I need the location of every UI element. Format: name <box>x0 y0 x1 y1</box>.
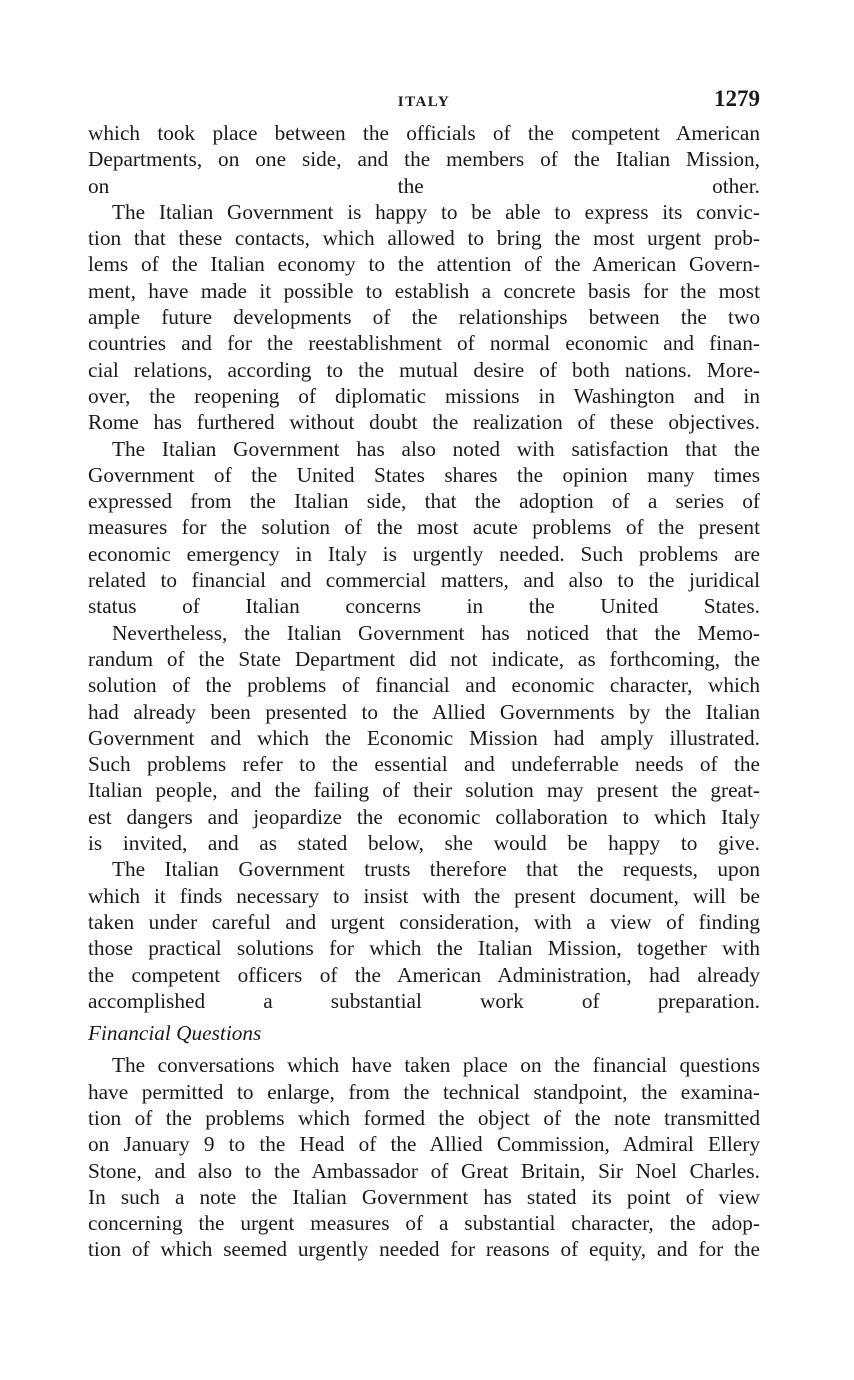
text-line: lems of the Italian economy to the attention of the American Govern- <box>88 252 760 277</box>
text-line: on the other. <box>88 173 760 198</box>
paragraph <box>88 620 760 857</box>
text-line: est dangers and jeopardize the economic collaboration to which Italy <box>88 804 760 829</box>
text-line: The conversations which have taken place on the financial questions <box>112 1053 760 1078</box>
text-line: had already been presented to the Allied Governments by the Italian <box>88 699 760 724</box>
text-line: The Italian Government trusts therefore that the requests, upon <box>112 857 760 882</box>
text-line: measures for the solution of the most acute problems of the present <box>88 515 760 540</box>
text-line: ample future developments of the relationships between the two <box>88 305 760 330</box>
text-line: accomplished a substantial work of preparation. <box>88 988 760 1013</box>
text-line: Departments, on one side, and the members of the Italian Mission, <box>88 147 760 172</box>
text-line: Such problems refer to the essential and undeferrable needs of the <box>88 752 760 777</box>
text-line: which took place between the officials of the competent American <box>88 121 760 145</box>
text-line: Government and which the Economic Mission had amply illustrated. <box>88 725 760 750</box>
document-page <box>88 86 760 1263</box>
page-number: 1279 <box>714 86 760 111</box>
paragraph <box>88 120 760 199</box>
running-head-title: ITALY <box>397 94 451 110</box>
text-line: countries and for the reestablishment of normal economic and finan- <box>88 331 760 356</box>
text-line: over, the reopening of diplomatic missions in Washington and in <box>88 383 760 408</box>
running-head <box>88 86 760 120</box>
text-line: solution of the problems of financial and economic character, which <box>88 673 760 698</box>
paragraph <box>88 199 760 436</box>
text-line: Nevertheless, the Italian Government has noticed that the Memo- <box>112 620 760 645</box>
body-text <box>88 120 760 1014</box>
section-body-text <box>88 1052 760 1262</box>
paragraph <box>88 1052 760 1262</box>
text-line: expressed from the Italian side, that the adoption of a series of <box>88 489 760 514</box>
text-line: The Italian Government has also noted with satisfaction that the <box>112 436 760 461</box>
text-line: on January 9 to the Head of the Allied Commission, Admiral Ellery <box>88 1132 760 1157</box>
text-line: In such a note the Italian Government has stated its point of view <box>88 1184 760 1209</box>
text-line: have permitted to enlarge, from the technical standpoint, the examina- <box>88 1079 760 1104</box>
text-line: is invited, and as stated below, she would be happy to give. <box>88 831 760 856</box>
text-line: tion of which seemed urgently needed for reasons of equity, and for the <box>88 1237 760 1262</box>
text-line: ment, have made it possible to establish a concrete basis for the most <box>88 278 760 303</box>
text-line: related to financial and commercial matters, and also to the juridical <box>88 568 760 593</box>
text-line: status of Italian concerns in the United States. <box>88 594 760 619</box>
paragraph <box>88 856 760 1014</box>
paragraph <box>88 436 760 620</box>
text-line: tion of the problems which formed the object of the note transmitted <box>88 1105 760 1130</box>
text-line: those practical solutions for which the Italian Mission, together with <box>88 936 760 961</box>
text-line: economic emergency in Italy is urgently needed. Such problems are <box>88 541 760 566</box>
text-line: The Italian Government is happy to be able to express its convic- <box>112 199 760 224</box>
text-line: which it finds necessary to insist with the present document, will be <box>88 883 760 908</box>
text-line: randum of the State Department did not indicate, as forthcoming, the <box>88 646 760 671</box>
text-line: Stone, and also to the Ambassador of Great Britain, Sir Noel Charles. <box>88 1158 760 1183</box>
text-line: Italian people, and the failing of their solution may present the great- <box>88 778 760 803</box>
text-line: the competent officers of the American Administration, had already <box>88 962 760 987</box>
text-line: Government of the United States shares the opinion many times <box>88 462 760 487</box>
text-line: taken under careful and urgent consideration, with a view of finding <box>88 909 760 934</box>
section-heading: Financial Questions <box>88 1021 262 1046</box>
text-line: Rome has furthered without doubt the realization of these objectives. <box>88 410 760 435</box>
text-line: cial relations, according to the mutual desire of both nations. More- <box>88 357 760 382</box>
text-line: tion that these contacts, which allowed to bring the most urgent prob- <box>88 226 760 251</box>
text-line: concerning the urgent measures of a substantial character, the adop- <box>88 1211 760 1236</box>
